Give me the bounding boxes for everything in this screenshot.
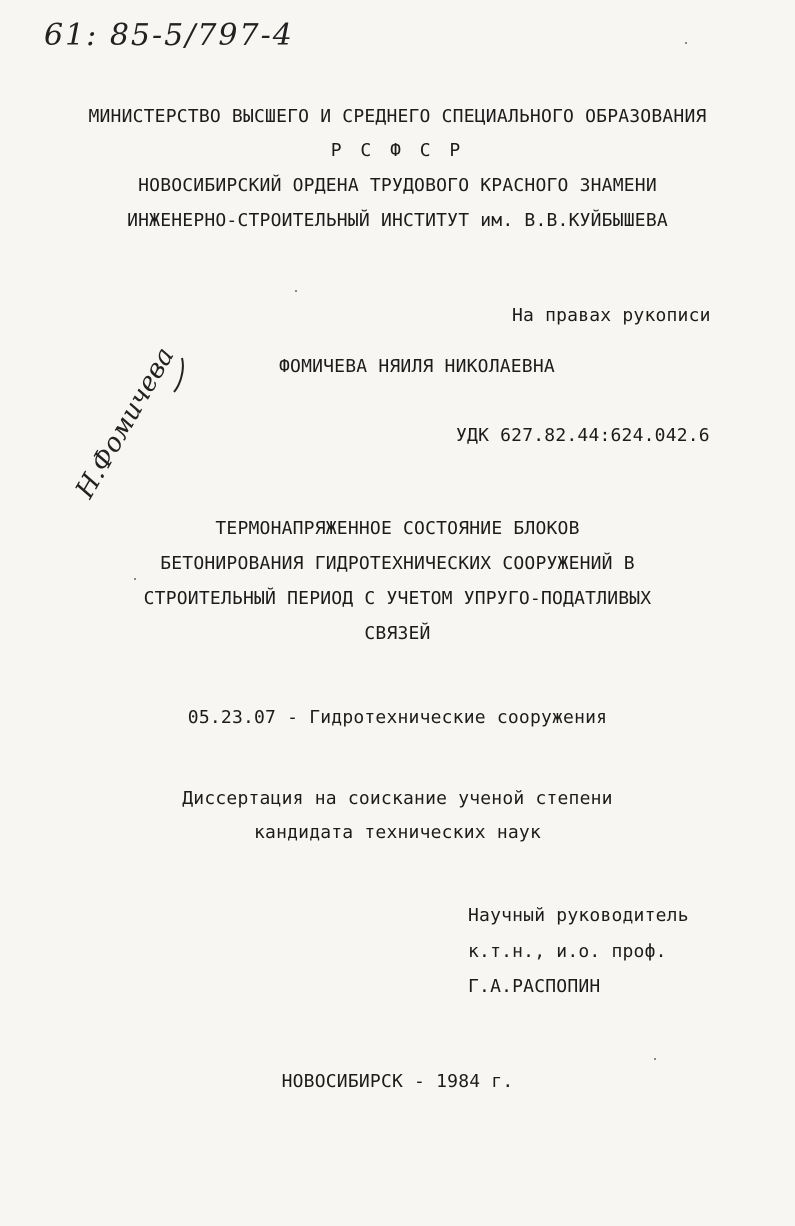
supervisor-name: Г.А.РАСПОПИН: [468, 976, 601, 997]
republic-line: Р С Ф С Р: [330, 140, 465, 161]
title-line-1: ТЕРМОНАПРЯЖЕННОЕ СОСТОЯНИЕ БЛОКОВ: [215, 518, 580, 539]
title-line-2: БЕТОНИРОВАНИЯ ГИДРОТЕХНИЧЕСКИХ СООРУЖЕНИЙ В: [160, 553, 635, 574]
handwritten-signature: [70, 342, 202, 520]
scan-speck: [134, 578, 136, 580]
specialty-code: 05.23.07 - Гидротехнические сооружения: [187, 707, 608, 728]
scan-speck: [685, 42, 687, 44]
ministry-line: МИНИСТЕРСТВО ВЫСШЕГО И СРЕДНЕГО СПЕЦИАЛЬНОГО ОБРАЗОВАНИЯ: [88, 106, 707, 127]
signature-text: Н.Фомичева: [70, 342, 181, 504]
institute-line-1: НОВОСИБИРСКИЙ ОРДЕНА ТРУДОВОГО КРАСНОГО ЗНАМЕНИ: [138, 175, 657, 196]
place-year: НОВОСИБИРСК - 1984 г.: [281, 1071, 514, 1092]
scan-speck: [295, 290, 297, 292]
archive-number: 61: 85-5/797-4: [44, 18, 294, 53]
degree-line-1: Диссертация на соискание ученой степени: [182, 788, 613, 809]
udc-code: УДК 627.82.44:624.042.6: [456, 425, 710, 446]
title-line-4: СВЯЗЕЙ: [364, 623, 431, 644]
author-name: ФОМИЧЕВА НЯИЛЯ НИКОЛАЕВНА: [279, 356, 555, 377]
title-line-3: СТРОИТЕЛЬНЫЙ ПЕРИОД С УЧЕТОМ УПРУГО-ПОДАТЛИВЫХ: [143, 588, 652, 609]
scan-speck: [654, 1058, 656, 1060]
supervisor-rank: к.т.н., и.о. проф.: [468, 941, 667, 962]
institute-line-2: ИНЖЕНЕРНО-СТРОИТЕЛЬНЫЙ ИНСТИТУТ им. В.В.КУЙБЫШЕВА: [127, 210, 668, 231]
supervisor-role: Научный руководитель: [468, 905, 689, 926]
manuscript-note: На правах рукописи: [512, 305, 711, 326]
degree-line-2: кандидата технических наук: [254, 822, 541, 843]
